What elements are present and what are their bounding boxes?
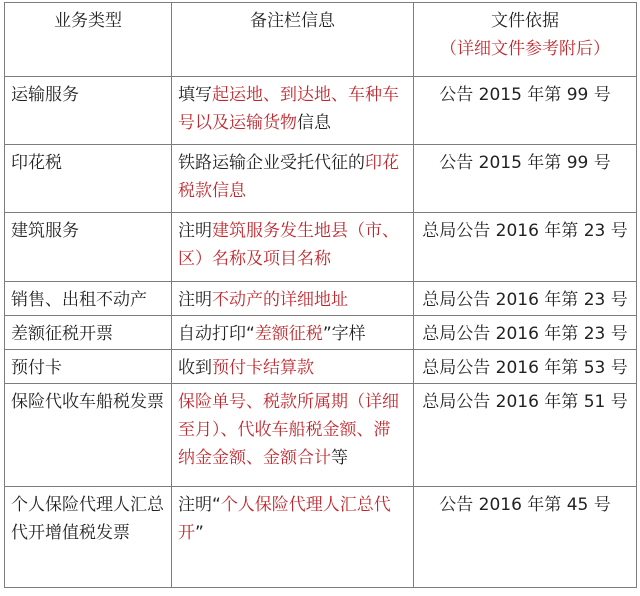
basis-cell: 总局公告 2016 年第 23 号 — [414, 213, 637, 282]
remark-info-cell — [172, 487, 414, 588]
remark-text: ” — [195, 523, 204, 543]
business-type-cell: 销售、出租不动产 — [5, 282, 172, 316]
table-row — [5, 213, 637, 282]
remark-text: 填写 — [178, 85, 212, 105]
table-row — [5, 384, 637, 487]
table-row — [5, 350, 637, 384]
basis-cell: 总局公告 2016 年第 53 号 — [414, 350, 637, 384]
basis-cell: 总局公告 2016 年第 51 号 — [414, 384, 637, 487]
remark-highlight-text: 保险单号、税款所属期（详细至月）、代收车船税金额、滞纳金金额、金额合计 — [178, 392, 399, 468]
basis-cell: 总局公告 2016 年第 23 号 — [414, 316, 637, 350]
remark-text: ”字样 — [322, 324, 366, 344]
remark-info-cell — [172, 77, 414, 145]
remark-info-cell — [172, 213, 414, 282]
remark-text: 注明 — [178, 221, 212, 241]
remark-highlight-text: 不动产的详细地址 — [212, 290, 348, 310]
header-remark-info: 备注栏信息 — [172, 3, 414, 77]
basis-cell: 公告 2015 年第 99 号 — [414, 145, 637, 213]
header-business-type: 业务类型 — [5, 3, 172, 77]
remark-text: 铁路运输企业受托代征的 — [178, 153, 365, 173]
remark-highlight-text: 差额征税 — [254, 324, 323, 344]
table-header-row — [5, 3, 637, 77]
business-type-cell: 印花税 — [5, 145, 172, 213]
remark-info-cell — [172, 384, 414, 487]
remark-highlight-text: 起运地、到达地、车种车号以及运输货物 — [178, 85, 399, 133]
remark-text: 信息 — [297, 113, 331, 133]
business-type-cell: 预付卡 — [5, 350, 172, 384]
remark-text: 等 — [331, 448, 348, 468]
basis-cell: 总局公告 2016 年第 23 号 — [414, 282, 637, 316]
table-row — [5, 77, 637, 145]
remark-highlight-text: 个人保险代理人汇总代开 — [178, 495, 391, 543]
remark-text: 注明 — [178, 290, 212, 310]
header-basis-label: 文件依据 — [491, 11, 559, 31]
table-row — [5, 316, 637, 350]
business-type-cell: 建筑服务 — [5, 213, 172, 282]
table-row — [5, 145, 637, 213]
business-type-cell: 运输服务 — [5, 77, 172, 145]
invoice-remark-table — [4, 2, 637, 588]
remark-info-cell — [172, 316, 414, 350]
basis-cell: 公告 2016 年第 45 号 — [414, 487, 637, 588]
table-row — [5, 487, 637, 588]
remark-info-cell — [172, 145, 414, 213]
header-basis — [414, 3, 637, 77]
table-row — [5, 282, 637, 316]
remark-info-cell — [172, 350, 414, 384]
business-type-cell: 差额征税开票 — [5, 316, 172, 350]
remark-highlight-text: 预付卡结算款 — [212, 358, 314, 378]
business-type-cell: 个人保险代理人汇总代开增值税发票 — [5, 487, 172, 588]
remark-highlight-text: 建筑服务发生地县（市、区）名称及项目名称 — [178, 221, 399, 269]
remark-text: 自动打印“ — [178, 324, 255, 344]
remark-text: 注明“ — [178, 495, 221, 515]
basis-cell: 公告 2015 年第 99 号 — [414, 77, 637, 145]
header-basis-note: （详细文件参考附后） — [440, 39, 610, 59]
business-type-cell: 保险代收车船税发票 — [5, 384, 172, 487]
remark-highlight-text: 印花税款信息 — [178, 153, 399, 201]
remark-info-cell — [172, 282, 414, 316]
remark-text: 收到 — [178, 358, 212, 378]
